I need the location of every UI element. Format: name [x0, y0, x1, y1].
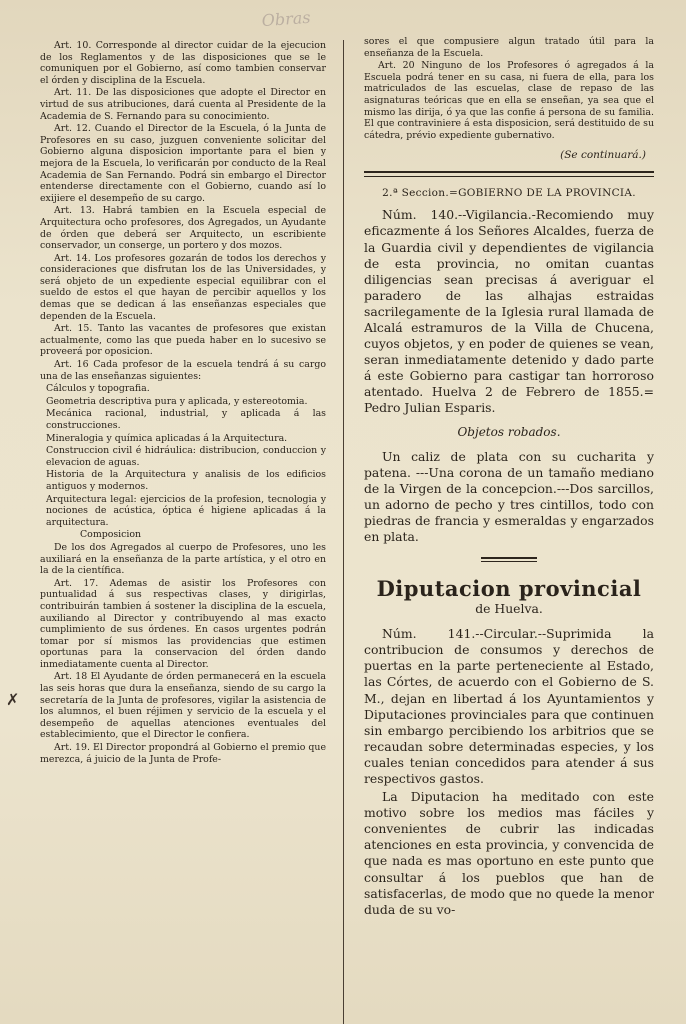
- subject-list-item: Mineralogia y química aplicadas á la Arquitectura.: [46, 432, 288, 444]
- subject-list-item: Historia de la Arquitectura y analisis de los edificios antiguos y modernos.: [46, 469, 326, 492]
- article-16: Art. 16 Cada profesor de la escuela tendrá á su cargo una de las enseñanzas siguientes:: [40, 359, 326, 382]
- article-19: Art. 19. El Director propondrá al Gobierno el premio que merezca, á juicio de la Junta de Profe-: [40, 742, 326, 765]
- article-11: Art. 11. De las disposiciones que adopte el Director en virtud de sus atribuciones, dará cuenta al Presidente de la Academia de S. Fernando para su conocimiento.: [40, 87, 326, 122]
- section-rule: [364, 171, 654, 177]
- margin-mark-icon: ✗: [6, 690, 20, 709]
- notice-141: Núm. 141.--Circular.--Suprimida la contribucion de consumos y derechos de puertas en la parte perteneciente al Estado, las Córtes, de acuerdo con el Gobierno de S. M., dejan en libertad á los Ayuntamientos y Diputaciones provinciales para que continuen sin embargo percibiendo los arbitrios que se recaudan sobre determinadas especies, y los cuales tenian concedidos para atender á sus respectivos gastos.: [364, 626, 654, 786]
- diputacion-paragraph: La Diputacion ha meditado con este motivo sobre los medios mas fáciles y convenientes de cubrir las indicadas atenciones en esta provincia, y convencida de que nada es mas oportuno en este punto que consultar á los pueblos que han de satisfacerlas, de modo que no quede la menor duda de su vo-: [364, 789, 654, 917]
- subject-list-item: Arquitectura legal: ejercicios de la profesion, tecnologia y nociones de acústica, óptica é higiene aplicadas á la arquitectura.: [46, 493, 326, 528]
- subject-list-item: Geometria descriptiva pura y aplicada, y estereotomia.: [46, 395, 308, 407]
- subject-composicion: Composicion: [80, 529, 142, 541]
- subject-list-item: Mecánica racional, industrial, y aplicada á las construcciones.: [46, 408, 326, 431]
- diputacion-title: Diputacion provincial: [376, 576, 642, 602]
- stolen-objects-heading: Objetos robados.: [457, 424, 561, 439]
- subject-list-item: Construccion civil é hidráulica: distribucion, conduccion y elevacion de aguas.: [46, 445, 326, 468]
- library-stamp: Obras: [261, 7, 312, 31]
- diputacion-subtitle: de Huelva.: [475, 601, 543, 617]
- continued-text: sores el que compusiere algun tratado útil para la enseñanza de la Escuela.: [364, 36, 654, 59]
- article-17: Art. 17. Ademas de asistir los Profesores con puntualidad á sus respectivas clases, y dirigirlas, contribuirán tambien á sostener la disciplina de la escuela, auxiliando al Director y contribuyendo al mas exacto cumplimiento de sus órdenes. En casos urgentes podrán tomar por sí mismos las providencias que estimen oportunas para la conservacion del órden dando inmediatamente cuenta al Director.: [40, 577, 326, 670]
- stolen-objects-list: Un caliz de plata con su cucharita y patena. ---Una corona de un tamaño mediano de la Virgen de la concepcion.---Dos sarcillos, un adorno de pecho y tres cintillos, todo con piedras de francia y esmeraldas y engarzados en plata.: [364, 448, 654, 545]
- notice-140: Núm. 140.--Vigilancia.-Recomiendo muy eficazmente á los Señores Alcaldes, fuerza de la Guardia civil y dependientes de vigilancia de esta provincia, no omitan cuantas diligencias sean precisas á averiguar el paradero de las alhajas estraidas sacrilegamente de la Iglesia rural llamada de Alcalá estramuros de la Villa de Chucena, cuyos objetos, y en poder de quienes se vean, seran inmediatamente detenido y dado parte á este Gobierno para castigar tan horroroso atentado. Huelva 2 de Febrero de 1855.= Pedro Julian Esparis.: [364, 207, 654, 416]
- article-18: Art. 18 El Ayudante de órden permanecerá en la escuela las seis horas que dura la enseñanza, siendo de su cargo la secretaría de la Junta de profesores, vigilar la asistencia de los alumnos, el buen réjimen y servicio de la escuela y el desempeño de aquellas atenciones eventuales del establecimiento, que el Director le confiera.: [40, 671, 326, 741]
- article-12: Art. 12. Cuando el Director de la Escuela, ó la Junta de Profesores en su caso, juzguen conveniente solicitar del Gobierno alguna disposicion importante para el bien y mejora de la Escuela, lo verificarán por conducto de la Real Academia de San Fernando. Podrá sin embargo el Director entenderse directamente con el Gobierno, cuando así lo exijiere el desempeño de su cargo.: [40, 123, 326, 204]
- article-20: Art. 20 Ninguno de los Profesores ó agregados á la Escuela podrá tener en su casa, ni fuera de ella, para los matriculados de las escuelas, clase de repaso de las asignaturas teóricas que en ella se enseñan, ya sea que el mismo las dirija, ó ya que las confie á persona de su familia. El que contraviniere á esta disposicion, será destituido de su cátedra, prévio expediente gubernativo.: [364, 60, 654, 141]
- column-divider: [343, 40, 344, 1024]
- article-14: Art. 14. Los profesores gozarán de todos los derechos y consideraciones que disfrutan los de las Universidades, y será objeto de un expediente especial equilibrar con el sueldo de estos el que hayan de percibir aquellos y los demas que se dedican á las enseñanzas especiales que dependen de la Escuela.: [40, 252, 326, 322]
- continued-note: (Se continuará.): [560, 149, 646, 162]
- article-15: Art. 15. Tanto las vacantes de profesores que existan actualmente, como las que pueda haber en lo sucesivo se proveerá por oposicion.: [40, 323, 326, 358]
- article-13: Art. 13. Habrá tambien en la Escuela especial de Arquitectura ocho profesores, dos Agregados, un Ayudante de órden que deberá ser Arquitecto, un escribiente conservador, un conserge, un portero y dos mozos.: [40, 205, 326, 252]
- left-column: [40, 40, 326, 1024]
- agregados-paragraph: De los dos Agregados al cuerpo de Profesores, uno les auxiliará en la enseñanza de la parte artística, y el otro en la de la científica.: [40, 541, 326, 577]
- article-10: Art. 10. Corresponde al director cuidar de la ejecucion de los Reglamentos y de las disposiciones que se le comuniquen por el Gobierno, así como tambien conservar el órden y disciplina de la Escuela.: [40, 40, 326, 86]
- subject-list-item: Cálculos y topografia.: [46, 383, 150, 395]
- short-rule: [481, 557, 537, 562]
- section-heading: 2.ª Seccion.=GOBIERNO DE LA PROVINCIA.: [382, 187, 636, 200]
- right-column: [364, 36, 654, 1024]
